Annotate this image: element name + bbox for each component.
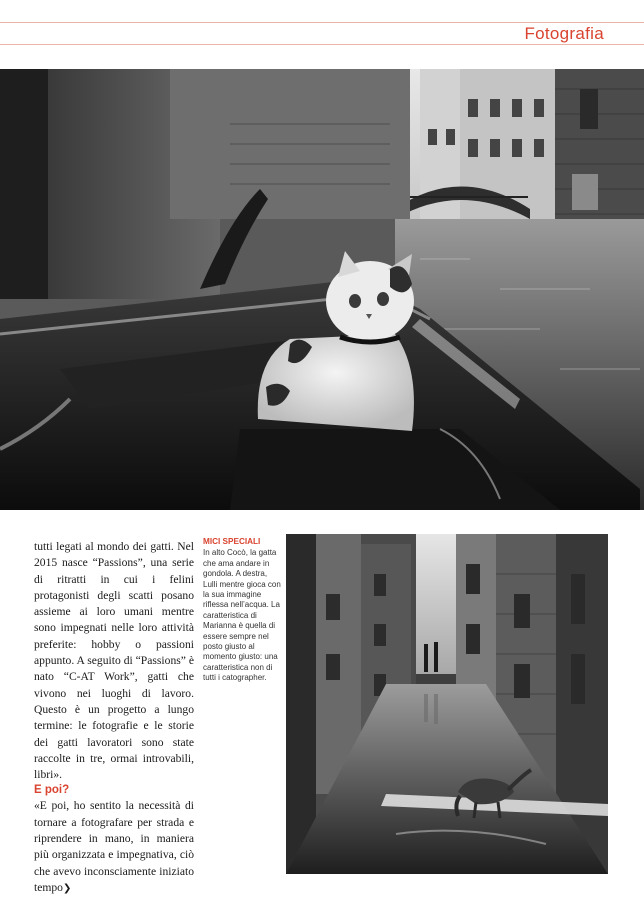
- caption-text: In alto Cocò, la gatta che ama andare in gondola. A destra, Lulli mentre gioca con la sua immagine riflessa nell’acqua. La caratteristica di Marianna è quella di essere sempre nel posto giusto al momento giusto: una caratteristica non di tutti i catographer.: [203, 548, 281, 683]
- section-label: Fotografia: [524, 24, 604, 43]
- article-paragraph-2-text: «E poi, ho sentito la necessità di tornare a fotografare per strada e riprendere in mano, in maniera più organizzata e impegnativa, ciò che avevo inconsciamente iniziato tempo: [34, 799, 194, 894]
- continue-arrow-icon: ❯: [62, 882, 72, 894]
- article-paragraph-1: tutti legati al mondo dei gatti. Nel 2015 nasce “Passions”, una serie di ritratti in cui i felini protagonisti degli scatti posano assieme ai loro umani mentre sono impegnati nelle loro attività preferite: hobby o passioni appunto. A seguito di “Passions” è nato “C-AT Work”, gatti che vivono nei luoghi di lavoro. Questo è un progetto a lungo termine: le fotografie e le storie dei gatti lavoratori sono state raccolte in tre, ormai introvabili, libri».: [34, 540, 194, 782]
- cat-reflection-alley-photo: [286, 534, 608, 874]
- cat-in-gondola-photo: [0, 69, 644, 510]
- article-subhead: E poi?: [34, 784, 70, 797]
- photo-caption: [203, 537, 281, 684]
- article-body: [34, 539, 194, 897]
- caption-title: MICI SPECIALI: [203, 537, 261, 546]
- article-paragraph-2: [34, 798, 194, 897]
